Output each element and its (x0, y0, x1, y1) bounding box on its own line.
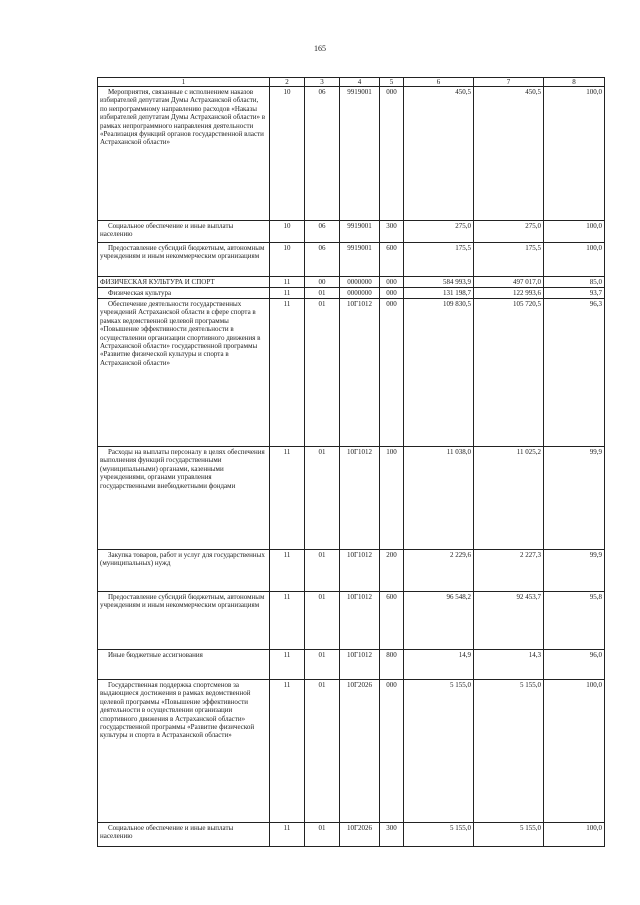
row-planned: 109 830,5 (404, 299, 474, 447)
row-section: 10 (270, 221, 305, 243)
row-percent: 96,3 (544, 299, 605, 447)
header-cell: 6 (404, 78, 474, 87)
header-row (98, 78, 605, 87)
row-expense-type: 100 (380, 447, 404, 550)
row-expense-type: 000 (380, 299, 404, 447)
row-target-code: 10Г1012 (340, 299, 380, 447)
table-row (98, 221, 605, 243)
row-percent: 100,0 (544, 680, 605, 823)
row-actual: 450,5 (474, 87, 544, 221)
row-expense-type: 600 (380, 243, 404, 277)
row-subsection: 01 (305, 680, 340, 823)
table-row (98, 288, 605, 299)
row-name: Обеспечение деятельности государственных учреждений Астраханской области в сфере спорта в рамках ведомственной целевой программы «Повышение эффективности деятельности в осуществлении организации спортивного движения в Астраханской области» государственной программы «Развитие физической культуры и спорта в Астраханской области» (98, 299, 270, 447)
row-percent: 99,9 (544, 447, 605, 550)
row-target-code: 0000000 (340, 277, 380, 288)
row-planned: 2 229,6 (404, 550, 474, 592)
table-row (98, 650, 605, 680)
header-cell: 2 (270, 78, 305, 87)
row-subsection: 01 (305, 299, 340, 447)
row-percent: 95,8 (544, 592, 605, 650)
row-planned: 96 548,2 (404, 592, 474, 650)
row-target-code: 9919001 (340, 87, 380, 221)
row-name: Мероприятия, связанные с исполнением наказов избирателей депутатам Думы Астраханской области, по непрограммному направлению расходов «Наказы избирателей депутатам Думы Астраханской области» в рамках непрограммного направления деятельности «Реализация функций органов государственной власти Астраханской области» (98, 87, 270, 221)
row-name: Расходы на выплаты персоналу в целях обеспечения выполнения функций государственными (муниципальными) органами, казенными учреждениями, органами управления государственными внебюджетными фондами (98, 447, 270, 550)
table-row (98, 447, 605, 550)
table-row (98, 299, 605, 447)
row-expense-type: 000 (380, 87, 404, 221)
row-section: 11 (270, 650, 305, 680)
row-planned: 5 155,0 (404, 680, 474, 823)
table-row (98, 87, 605, 221)
row-expense-type: 300 (380, 823, 404, 847)
row-name: Закупка товаров, работ и услуг для государственных (муниципальных) нужд (98, 550, 270, 592)
row-expense-type: 600 (380, 592, 404, 650)
row-percent: 85,0 (544, 277, 605, 288)
row-expense-type: 300 (380, 221, 404, 243)
row-expense-type: 000 (380, 680, 404, 823)
header-cell: 5 (380, 78, 404, 87)
row-actual: 275,0 (474, 221, 544, 243)
row-target-code: 10Г1012 (340, 650, 380, 680)
row-subsection: 01 (305, 447, 340, 550)
row-percent: 96,0 (544, 650, 605, 680)
row-expense-type: 000 (380, 277, 404, 288)
row-actual: 105 720,5 (474, 299, 544, 447)
row-section: 11 (270, 592, 305, 650)
header-cell: 3 (305, 78, 340, 87)
header-cell: 1 (98, 78, 270, 87)
header-cell: 4 (340, 78, 380, 87)
row-actual: 175,5 (474, 243, 544, 277)
table-row (98, 550, 605, 592)
row-actual: 5 155,0 (474, 680, 544, 823)
budget-table (97, 77, 605, 847)
row-planned: 275,0 (404, 221, 474, 243)
row-target-code: 10Г1012 (340, 447, 380, 550)
row-expense-type: 200 (380, 550, 404, 592)
row-section: 11 (270, 680, 305, 823)
row-percent: 100,0 (544, 243, 605, 277)
row-target-code: 9919001 (340, 221, 380, 243)
row-name: Социальное обеспечение и иные выплаты населению (98, 823, 270, 847)
row-percent: 100,0 (544, 87, 605, 221)
row-planned: 11 038,0 (404, 447, 474, 550)
row-section: 11 (270, 299, 305, 447)
row-section: 10 (270, 243, 305, 277)
row-name: Физическая культура (98, 288, 270, 299)
row-planned: 584 993,9 (404, 277, 474, 288)
row-name: Социальное обеспечение и иные выплаты населению (98, 221, 270, 243)
row-name: Государственная поддержка спортсменов за выдающиеся достижения в рамках ведомственной целевой программы «Повышение эффективности деятельности в осуществлении организации спортивного движения в Астраханской области» государственной программы «Развитие физической культуры и спорта в Астраханской области» (98, 680, 270, 823)
row-actual: 2 227,3 (474, 550, 544, 592)
row-subsection: 01 (305, 823, 340, 847)
row-name: Предоставление субсидий бюджетным, автономным учреждениям и иным некоммерческим организациям (98, 592, 270, 650)
row-subsection: 06 (305, 221, 340, 243)
row-percent: 93,7 (544, 288, 605, 299)
table-row (98, 592, 605, 650)
row-planned: 131 198,7 (404, 288, 474, 299)
row-actual: 92 453,7 (474, 592, 544, 650)
row-planned: 450,5 (404, 87, 474, 221)
row-section: 11 (270, 288, 305, 299)
row-subsection: 06 (305, 87, 340, 221)
row-planned: 175,5 (404, 243, 474, 277)
row-name: ФИЗИЧЕСКАЯ КУЛЬТУРА И СПОРТ (98, 277, 270, 288)
header-cell: 7 (474, 78, 544, 87)
row-section: 11 (270, 277, 305, 288)
row-actual: 14,3 (474, 650, 544, 680)
row-name: Предоставление субсидий бюджетным, автономным учреждениям и иным некоммерческим организациям (98, 243, 270, 277)
row-target-code: 10Г1012 (340, 550, 380, 592)
row-actual: 497 017,0 (474, 277, 544, 288)
row-target-code: 0000000 (340, 288, 380, 299)
table-row (98, 680, 605, 823)
row-name: Иные бюджетные ассигнования (98, 650, 270, 680)
page-number: 165 (314, 44, 326, 53)
row-target-code: 10Г2026 (340, 823, 380, 847)
row-target-code: 10Г1012 (340, 592, 380, 650)
row-target-code: 9919001 (340, 243, 380, 277)
row-subsection: 01 (305, 550, 340, 592)
row-percent: 99,9 (544, 550, 605, 592)
row-percent: 100,0 (544, 221, 605, 243)
row-subsection: 01 (305, 592, 340, 650)
table-row (98, 277, 605, 288)
row-planned: 5 155,0 (404, 823, 474, 847)
row-expense-type: 800 (380, 650, 404, 680)
row-subsection: 00 (305, 277, 340, 288)
row-target-code: 10Г2026 (340, 680, 380, 823)
row-actual: 5 155,0 (474, 823, 544, 847)
row-actual: 122 993,6 (474, 288, 544, 299)
row-subsection: 01 (305, 288, 340, 299)
row-expense-type: 000 (380, 288, 404, 299)
header-cell: 8 (544, 78, 605, 87)
table-row (98, 243, 605, 277)
row-section: 10 (270, 87, 305, 221)
row-planned: 14,9 (404, 650, 474, 680)
row-percent: 100,0 (544, 823, 605, 847)
row-section: 11 (270, 550, 305, 592)
row-actual: 11 025,2 (474, 447, 544, 550)
table-row (98, 823, 605, 847)
row-section: 11 (270, 447, 305, 550)
row-subsection: 01 (305, 650, 340, 680)
row-subsection: 06 (305, 243, 340, 277)
row-section: 11 (270, 823, 305, 847)
